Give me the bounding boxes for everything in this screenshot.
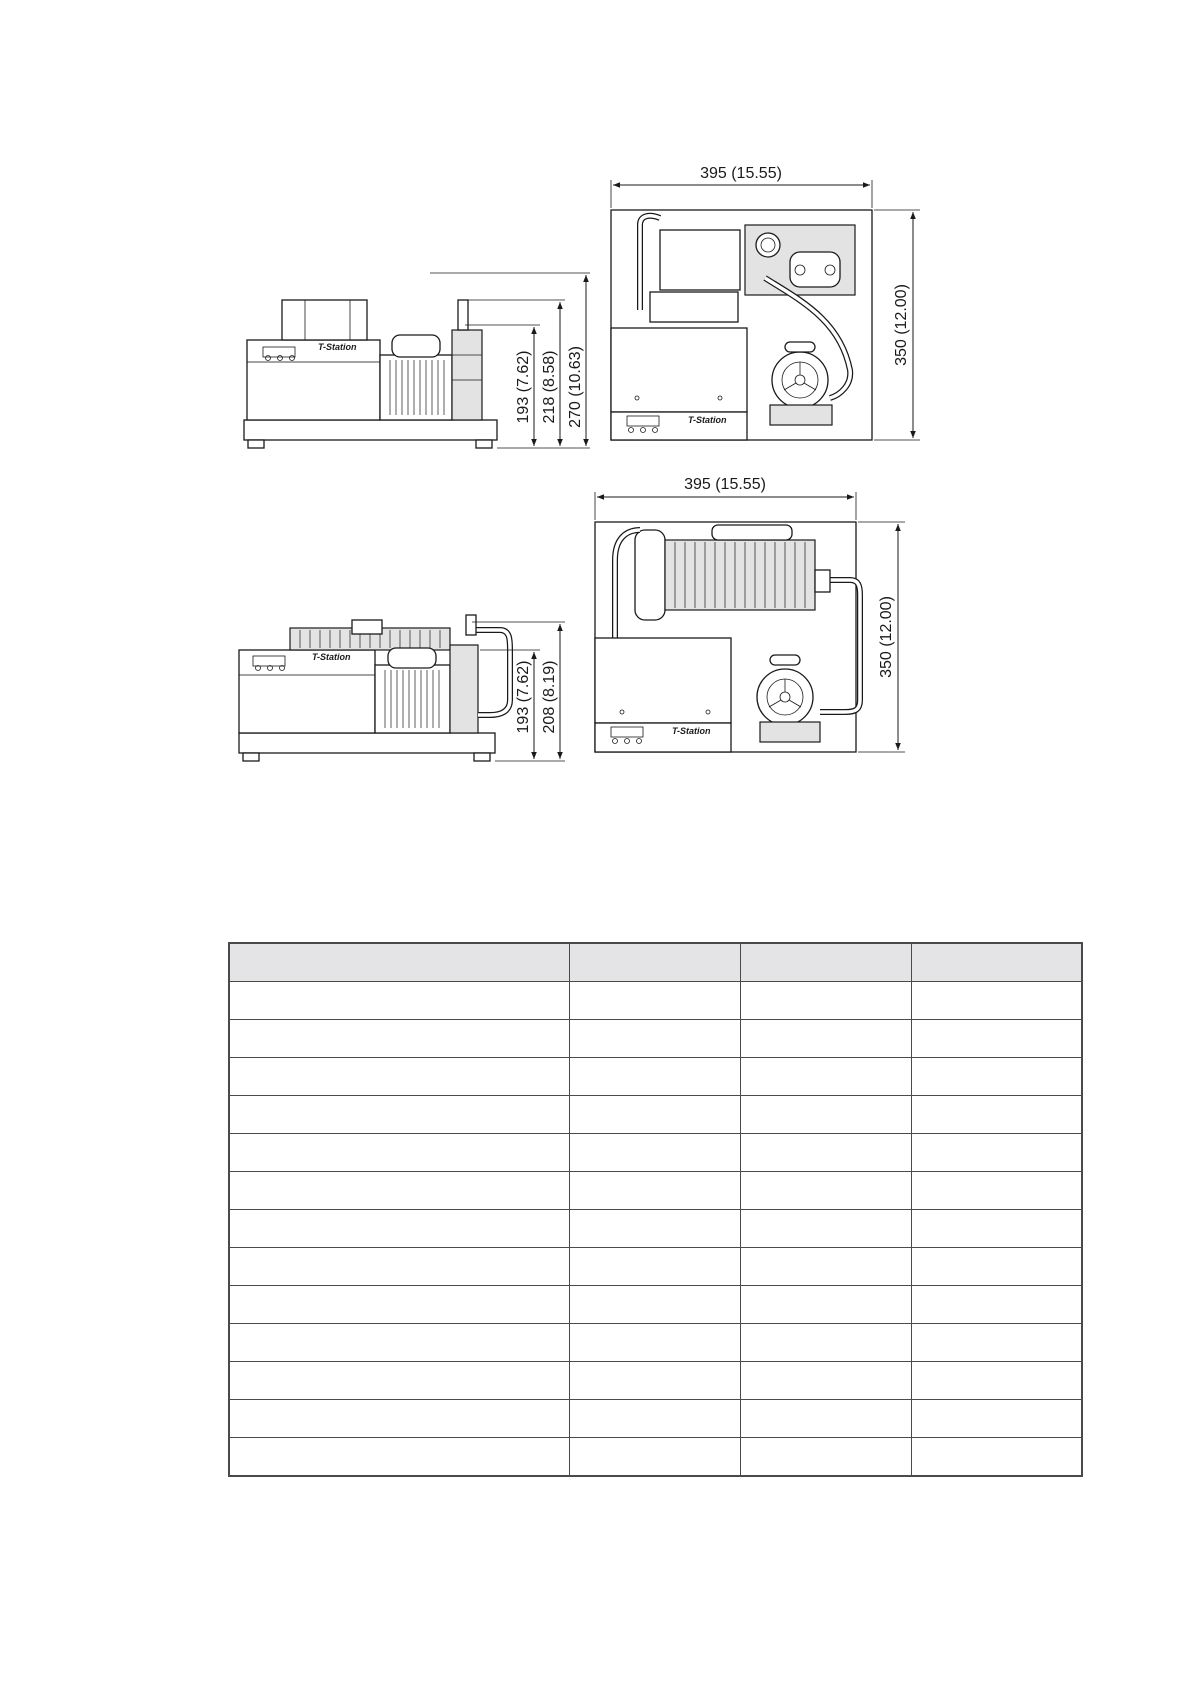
table-cell xyxy=(229,1096,569,1134)
table-row xyxy=(229,1020,1082,1058)
table-header-cell xyxy=(229,943,569,982)
table-cell xyxy=(229,982,569,1020)
side-top-dim-193: 193 (7.62) xyxy=(515,350,532,424)
table-cell xyxy=(569,1286,740,1324)
table-cell xyxy=(229,1324,569,1362)
table-cell xyxy=(229,1438,569,1477)
table-cell xyxy=(911,1400,1082,1438)
table-row xyxy=(229,1058,1082,1096)
table-row xyxy=(229,1324,1082,1362)
side-top-dim-270: 270 (10.63) xyxy=(567,346,584,428)
table-cell xyxy=(911,1248,1082,1286)
table-cell xyxy=(740,1438,911,1477)
table-row xyxy=(229,1172,1082,1210)
spec-table xyxy=(228,942,1083,1477)
table-cell xyxy=(569,1400,740,1438)
side-top-dim-218: 218 (8.58) xyxy=(541,350,558,424)
table-cell xyxy=(569,1210,740,1248)
table-cell xyxy=(911,982,1082,1020)
table-header-cell xyxy=(569,943,740,982)
table-cell xyxy=(740,1096,911,1134)
table-row xyxy=(229,1286,1082,1324)
table-cell xyxy=(911,1172,1082,1210)
table-cell xyxy=(911,1286,1082,1324)
table-cell xyxy=(569,1096,740,1134)
top-view-bottom xyxy=(595,476,905,752)
table-header-cell xyxy=(740,943,911,982)
table-cell xyxy=(740,1210,911,1248)
table-cell xyxy=(569,1058,740,1096)
table-cell xyxy=(740,1286,911,1324)
table-cell xyxy=(911,1096,1082,1134)
table-cell xyxy=(229,1210,569,1248)
table-header-cell xyxy=(911,943,1082,982)
top-view-bottom-label: T-Station xyxy=(672,726,711,736)
table-row xyxy=(229,1438,1082,1477)
table-cell xyxy=(740,1134,911,1172)
side-bottom-dim-193: 193 (7.62) xyxy=(515,660,532,734)
table-cell xyxy=(740,1020,911,1058)
top-view-top xyxy=(611,165,920,440)
table-cell xyxy=(740,1058,911,1096)
top-bottom-dim-width: 395 (15.55) xyxy=(684,476,766,493)
table-cell xyxy=(229,1286,569,1324)
table-cell xyxy=(740,1362,911,1400)
side-view-bottom xyxy=(239,615,565,761)
table-cell xyxy=(740,1324,911,1362)
table-cell xyxy=(229,1172,569,1210)
table-cell xyxy=(569,1362,740,1400)
table-cell xyxy=(911,1324,1082,1362)
top-bottom-dim-depth: 350 (12.00) xyxy=(878,596,895,678)
table-cell xyxy=(911,1210,1082,1248)
table-cell xyxy=(740,1400,911,1438)
top-top-dim-width: 395 (15.55) xyxy=(700,165,782,182)
table-cell xyxy=(569,1134,740,1172)
table-row xyxy=(229,1210,1082,1248)
spec-table-container xyxy=(228,942,1081,1468)
table-row xyxy=(229,1400,1082,1438)
table-cell xyxy=(740,982,911,1020)
table-cell xyxy=(569,1020,740,1058)
table-cell xyxy=(229,1400,569,1438)
table-cell xyxy=(229,1134,569,1172)
top-top-dim-depth: 350 (12.00) xyxy=(893,284,910,366)
table-cell xyxy=(569,982,740,1020)
table-row xyxy=(229,1096,1082,1134)
table-header-row xyxy=(229,943,1082,982)
side-view-top-label: T-Station xyxy=(318,342,357,352)
table-cell xyxy=(911,1362,1082,1400)
table-cell xyxy=(229,1020,569,1058)
table-cell xyxy=(911,1438,1082,1477)
table-row xyxy=(229,1134,1082,1172)
table-cell xyxy=(229,1058,569,1096)
table-row xyxy=(229,982,1082,1020)
side-view-top xyxy=(244,273,590,448)
table-cell xyxy=(569,1324,740,1362)
table-cell xyxy=(569,1438,740,1477)
table-cell xyxy=(911,1020,1082,1058)
table-row xyxy=(229,1362,1082,1400)
top-view-top-label: T-Station xyxy=(688,415,727,425)
table-cell xyxy=(569,1172,740,1210)
side-view-bottom-label: T-Station xyxy=(312,652,351,662)
table-cell xyxy=(740,1248,911,1286)
table-cell xyxy=(911,1058,1082,1096)
table-cell xyxy=(569,1248,740,1286)
table-cell xyxy=(229,1362,569,1400)
table-cell xyxy=(229,1248,569,1286)
table-row xyxy=(229,1248,1082,1286)
side-bottom-dim-208: 208 (8.19) xyxy=(541,660,558,734)
table-cell xyxy=(740,1172,911,1210)
table-cell xyxy=(911,1134,1082,1172)
